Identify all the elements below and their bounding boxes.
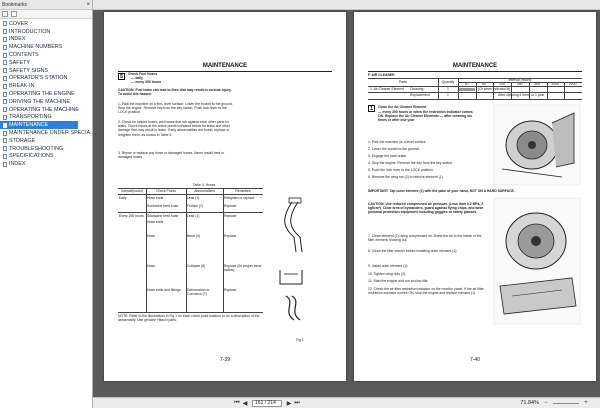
body-step-3: 3. Repair or replace any loose or damaged hoses. Never install bent or damaged hoses. <box>118 151 225 160</box>
table-header-cell: Remedies <box>235 189 251 193</box>
bookmark-item[interactable] <box>0 98 92 106</box>
bookmark-page-icon <box>3 131 7 136</box>
bookmark-label: OPERATING THE MACHINE <box>9 106 79 113</box>
instruction-step: 6. Remove the wing nut (2) to remove element (1). <box>368 175 444 179</box>
page-heading: MAINTENANCE <box>118 63 332 72</box>
zoom-in-icon[interactable]: + <box>584 400 588 406</box>
interval-shading <box>459 88 475 92</box>
page-number-right: 7-40 <box>469 357 480 363</box>
bookmark-label: INTRODUCTION <box>9 28 51 35</box>
interval-col-label: 1000 <box>551 82 559 86</box>
bookmark-label: STORAGE <box>9 137 36 144</box>
air-cleaner-illustration-2 <box>492 196 582 326</box>
hoses-table <box>118 188 263 313</box>
table-cell: (Or when indicator lit) <box>478 87 511 91</box>
bookmark-label: BREAK-IN <box>9 83 35 90</box>
check-sub-250: — every 250 hours <box>131 80 162 84</box>
instruction-step: 7. Clean element (1) using compressed air. Direct the air to the inside of the filter element, blowing out. <box>368 234 482 243</box>
viewer-toolbar <box>93 0 600 10</box>
bookmark-page-icon <box>3 76 7 81</box>
zoom-out-icon[interactable]: − <box>544 400 548 406</box>
bookmark-page-icon <box>3 60 7 65</box>
instruction-step: 10. Tighten wing nuts (2). <box>368 271 407 276</box>
bookmark-item[interactable] <box>0 67 92 75</box>
bookmark-item[interactable] <box>0 153 92 161</box>
bookmark-page-icon <box>3 99 7 104</box>
instruction-step: 1. Park the machine on a level surface. <box>368 140 427 144</box>
page-7-39 <box>104 12 346 381</box>
table-cell: 1. Air Cleaner Element <box>370 87 404 91</box>
instruction-step: 4. Stop the engine. Remove the key from the key switch. <box>368 161 453 165</box>
table-rule <box>118 194 263 195</box>
air-cleaner-illustration-1 <box>492 103 582 188</box>
table-cell: Soubache bred hose <box>147 214 179 218</box>
table-cell: Replace <box>224 204 237 208</box>
figure-label: Fig 1 <box>296 338 304 342</box>
interval-col-label: 10 <box>464 82 469 86</box>
table-cell: Leak (1) <box>187 196 200 200</box>
bookmark-item[interactable] <box>0 160 92 168</box>
table-cell: Hose ends and fittings <box>147 288 181 292</box>
interval-col-label: 100 <box>499 82 505 86</box>
bookmark-page-icon <box>3 21 7 26</box>
instruction-step: 12. Check the air filter restriction indicator on the monitor panel. If the air filter restriction indicator comes ON, stop the engine and replace element (1). <box>368 286 484 295</box>
instruction-step: 11. Start the engine and run at slow idle. <box>368 279 429 283</box>
bookmark-label: COVER <box>9 20 29 27</box>
expand-bookmark-icon[interactable] <box>11 11 17 17</box>
table-cell: 1 <box>447 87 449 91</box>
page-number-left: 7-39 <box>219 357 230 363</box>
bookmark-item[interactable] <box>0 51 92 59</box>
bookmark-label: SPECIFICATIONS <box>9 153 54 160</box>
caution-text: CAUTION: Use reduced compressed air pressure. (Less than 0.2 MPa, 2 kgf/cm²). Clear area of bystanders, guard against flying chips, and wear personal protection equipment including goggles or safety glasses. <box>368 202 484 215</box>
body-step-1: 1. Park the machine on a firm, level surface. Lower the bucket to the ground. Stop the engine. Remove key from the key switch. Push lock lever to the LOCK position. <box>118 102 233 115</box>
table-cell: Hose <box>147 234 155 238</box>
table-rule <box>223 188 224 312</box>
previous-page-icon[interactable]: ◀ <box>242 400 248 407</box>
table-cell: Leak (1) <box>187 214 200 218</box>
page-heading: MAINTENANCE <box>368 63 582 72</box>
table-rule <box>476 82 477 99</box>
bookmark-label: INDEX <box>9 161 26 168</box>
table-cell: Daily <box>119 196 127 200</box>
air-cleaner-table <box>368 78 582 100</box>
body-step-2: 2. Check for kinked hoses, and hoses that rub against each other parts for leaks. Check hoses at the check points indicated below for leaks and other damage that may result in leaks. If any abnormalities are found, replace or retighten them, as shown in Table 4. <box>118 120 230 137</box>
check-sub-daily: — daily <box>131 76 144 80</box>
bookmark-label: MACHINE NUMBERS <box>9 44 63 51</box>
bookmark-page-icon <box>3 68 7 73</box>
bookmark-item[interactable] <box>0 145 92 153</box>
bookmark-label: OPERATING THE ENGINE <box>9 91 75 98</box>
instruction-step: 3. Engage the park brake. <box>368 154 408 158</box>
interval-col-label: 50 <box>482 82 487 86</box>
table-cell: Collapse (6) <box>187 264 206 268</box>
bookmark-list <box>0 19 92 168</box>
table-cell: Hose ends <box>147 220 164 224</box>
bookmark-page-icon <box>3 53 7 58</box>
bookmark-page-icon <box>3 45 7 50</box>
bookmark-label: OPERATOR'S STATION <box>9 75 68 82</box>
bookmark-page-icon <box>3 92 7 97</box>
instruction-step: 8. Clean the filter interior before installing outer element (1). <box>368 249 458 253</box>
table-rule <box>118 312 263 313</box>
bookmark-item[interactable] <box>0 106 92 114</box>
bookmark-label: MAINTENANCE UNDER SPECIA <box>9 130 91 137</box>
table-header-cell: Interval(hours) <box>121 189 143 193</box>
table-header-cell: Check Points <box>156 189 176 193</box>
interval-col-label: 2000 <box>568 82 577 86</box>
table-cell: Deformation or Corrosion (7) <box>187 288 210 297</box>
table-rule <box>186 188 187 312</box>
bookmark-page-icon <box>3 107 7 112</box>
clean-subtitle: — every 250 hours or when the restriction indicator comes ON. Replace the Air Cleaner Elements — after cleaning six times or after one year <box>378 110 473 123</box>
caution-text: CAUTION: Fuel leaks can lead to fires that may result in serious injury. To avoid this hazard: <box>118 88 232 97</box>
hose-illustration <box>272 192 332 342</box>
step-number: 5 <box>118 73 125 80</box>
page-7-40 <box>354 12 596 381</box>
bookmarks-title: Bookmarks <box>2 1 28 8</box>
table-title: Table 4. Hoses <box>192 183 216 187</box>
first-page-icon[interactable]: ⏮ <box>234 399 240 406</box>
bookmark-item[interactable] <box>0 28 92 36</box>
bookmark-label: TROUBLESHOOTING <box>9 145 64 152</box>
table-rule <box>368 99 582 100</box>
table-cell: Hose ends <box>147 196 164 200</box>
table-cell: Retighten or replace <box>224 196 255 200</box>
bookmark-label: SAFETY SIGNS <box>9 67 49 74</box>
table-cell: Every 250 hours <box>119 214 144 218</box>
important-text: IMPORTANT: Tap outer element (1) with the palm of your hand, NOT ON A HARD SURFACE. <box>368 189 515 193</box>
bookmark-label: DRIVING THE MACHINE <box>9 98 70 105</box>
clean-title: Clean the Air Cleaner Element <box>378 105 427 109</box>
bookmark-page-icon <box>3 84 7 89</box>
bookmark-item[interactable] <box>0 36 92 44</box>
bookmark-page-icon <box>3 29 7 34</box>
instruction-step: 9. Install outer element (1). <box>368 264 409 268</box>
bookmark-item[interactable] <box>0 82 92 90</box>
bookmark-options-icon[interactable] <box>2 11 8 17</box>
table-cell: Replacement <box>410 93 430 97</box>
bookmark-page-icon <box>3 138 7 143</box>
bookmark-label: SAFETY <box>9 59 30 66</box>
bookmark-label: INDEX <box>9 36 26 43</box>
table-header-cell: Quantity <box>441 80 455 84</box>
interval-col-label: 500 <box>534 82 541 86</box>
next-page-icon[interactable]: ▶ <box>286 400 292 407</box>
table-cell: 1 <box>447 93 449 97</box>
table-cell: Soubache bred hose <box>147 204 179 208</box>
table-rule <box>458 82 582 83</box>
bookmarks-header <box>0 0 92 10</box>
instruction-step: 5. Push the lock lever to the LOCK position. <box>368 168 434 172</box>
table-cell: Replace <box>224 288 237 292</box>
zoom-level[interactable]: 71.84% <box>520 400 539 406</box>
bookmark-label: MAINTENANCE <box>9 122 49 129</box>
bookmark-item[interactable] <box>0 114 92 122</box>
bookmark-item[interactable] <box>0 129 92 137</box>
bookmark-page-icon <box>3 123 7 128</box>
table-cell: After cleaning it three or 1 year <box>498 93 545 97</box>
table-cell: Replace <box>224 234 237 238</box>
bookmark-item[interactable] <box>0 20 92 28</box>
step-number: 1 <box>368 105 375 112</box>
bookmark-item[interactable] <box>0 137 92 145</box>
bookmark-page-icon <box>3 162 7 167</box>
section-title: F. AIR CLEANER <box>368 73 395 77</box>
table-cell: Cleaning <box>410 87 424 91</box>
page-number-field[interactable]: 161 / 214 <box>252 400 282 407</box>
bookmark-page-icon <box>3 115 7 120</box>
table-cell: Hose <box>147 264 155 268</box>
table-rule <box>118 212 263 213</box>
bookmark-item[interactable] <box>0 90 92 98</box>
bookmark-item[interactable] <box>0 59 92 67</box>
table-header-cell: Interval (hours) <box>508 78 532 82</box>
table-header-cell: Parts <box>399 80 407 84</box>
table-cell: Friction (2) <box>187 204 204 208</box>
bookmark-label: TRANSPORTING <box>9 114 52 121</box>
bookmark-item[interactable] <box>0 121 78 129</box>
table-cell: Replace <box>224 214 237 218</box>
instruction-step: 2. Lower the bucket to the ground. <box>368 147 420 151</box>
close-icon[interactable]: × <box>86 1 90 8</box>
bookmark-label: CONTENTS <box>9 52 39 59</box>
interval-col-label: 250 <box>516 82 523 86</box>
bookmark-item[interactable] <box>0 43 92 51</box>
status-bar <box>93 397 600 408</box>
zoom-controls <box>520 399 590 407</box>
table-header-cell: Abnormalities <box>194 189 215 193</box>
bookmarks-toolbar <box>0 10 92 19</box>
table-cell: Replace (6x proper bend radius) <box>224 264 262 273</box>
check-title: Check Fuel Hoses <box>128 72 158 76</box>
bookmarks-panel <box>0 0 93 408</box>
zoom-slider[interactable] <box>553 403 579 404</box>
note-text: NOTE: Refer to the illustrations in Fig 1 for each check point location or for a description of the abnormality. Use genuine Hitachi parts. <box>118 314 260 323</box>
bookmark-item[interactable] <box>0 75 92 83</box>
bookmark-page-icon <box>3 154 7 159</box>
bookmark-page-icon <box>3 37 7 42</box>
bookmark-page-icon <box>3 146 7 151</box>
table-cell: Bend (4) <box>187 234 201 238</box>
last-page-icon[interactable]: ⏭ <box>294 399 300 406</box>
table-rule <box>146 188 147 312</box>
